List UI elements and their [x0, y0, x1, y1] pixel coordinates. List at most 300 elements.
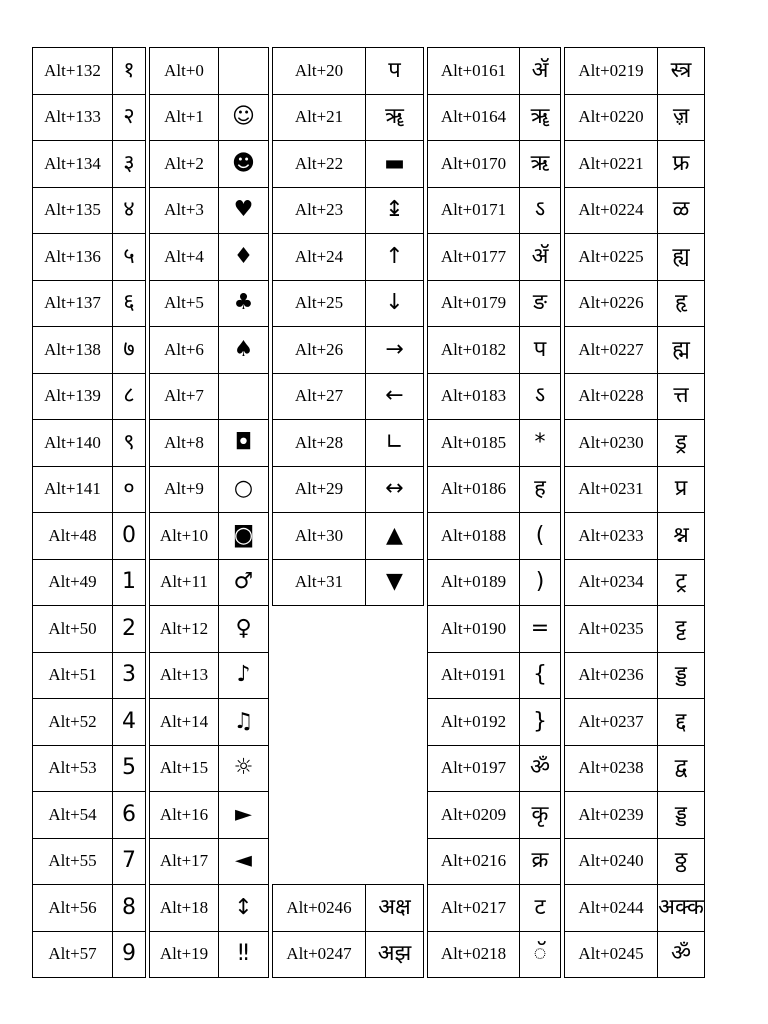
- table-row: [33, 559, 146, 606]
- table-row: [565, 745, 705, 792]
- table-row: [273, 420, 424, 467]
- table-row: [565, 280, 705, 327]
- alt-code-cell: Alt+0235: [565, 606, 658, 653]
- alt-code-cell: Alt+0236: [565, 652, 658, 699]
- symbol-glyph: ६: [123, 290, 135, 316]
- table-row: [150, 513, 269, 560]
- table-row: [33, 420, 146, 467]
- symbol-glyph: प्र: [674, 476, 688, 502]
- symbol-cell: [219, 187, 269, 234]
- table-row: [565, 931, 705, 978]
- symbol-glyph: *: [534, 429, 546, 455]
- table-row: [273, 327, 424, 374]
- table-row: [150, 931, 269, 978]
- alt-code-cell: Alt+134: [33, 141, 113, 188]
- symbol-cell: [113, 94, 146, 141]
- table-row: [33, 234, 146, 281]
- table-row: [150, 373, 269, 420]
- table-row: [33, 792, 146, 839]
- table-row: [428, 931, 561, 978]
- symbol-cell: [113, 48, 146, 95]
- alt-code-cell: Alt+135: [33, 187, 113, 234]
- table-row: [273, 559, 424, 606]
- symbol-cell: [219, 559, 269, 606]
- symbol-glyph: ○: [233, 476, 254, 502]
- symbol-cell: [658, 699, 705, 746]
- alt-code-cell: Alt+0182: [428, 327, 520, 374]
- alt-code-cell: Alt+0240: [565, 838, 658, 885]
- symbol-cell: [658, 48, 705, 95]
- alt-code-cell: Alt+0218: [428, 931, 520, 978]
- table-row: [150, 48, 269, 95]
- symbol-glyph: अक्क: [658, 894, 704, 920]
- symbol-glyph: अझ: [377, 941, 412, 967]
- alt-code-cell: Alt+0190: [428, 606, 520, 653]
- alt-codes-table-6: [564, 47, 705, 978]
- symbol-cell: [520, 792, 561, 839]
- symbol-glyph: ऽ: [534, 383, 546, 409]
- symbol-cell: [520, 652, 561, 699]
- symbol-cell: [219, 885, 269, 932]
- symbol-glyph: ): [535, 569, 545, 595]
- table-row: [33, 94, 146, 141]
- alt-code-cell: Alt+137: [33, 280, 113, 327]
- symbol-cell: [113, 513, 146, 560]
- symbol-cell: [219, 373, 269, 420]
- symbol-glyph: ऋ: [530, 150, 550, 176]
- alt-code-cell: Alt+0185: [428, 420, 520, 467]
- symbol-cell: [658, 141, 705, 188]
- table-body: [273, 48, 424, 606]
- alt-code-cell: Alt+17: [150, 838, 219, 885]
- table-row: [428, 838, 561, 885]
- symbol-cell: [113, 234, 146, 281]
- symbol-glyph: 1: [122, 569, 136, 595]
- symbol-glyph: ड्ड: [675, 801, 687, 827]
- table-row: [428, 885, 561, 932]
- symbol-glyph: 0: [122, 522, 136, 548]
- table-body: [33, 48, 146, 978]
- alt-code-cell: Alt+0228: [565, 373, 658, 420]
- alt-code-cell: Alt+29: [273, 466, 366, 513]
- alt-code-cell: Alt+22: [273, 141, 366, 188]
- alt-code-cell: Alt+15: [150, 745, 219, 792]
- symbol-glyph: फ्र: [672, 150, 690, 176]
- symbol-cell: [658, 234, 705, 281]
- symbol-glyph: ॹ: [672, 104, 690, 130]
- symbol-glyph: ह्य: [672, 243, 690, 269]
- symbol-glyph: १: [123, 57, 135, 83]
- symbol-cell: [219, 652, 269, 699]
- symbol-glyph: अक्ष: [378, 894, 411, 920]
- table-row: [150, 699, 269, 746]
- symbol-cell: [219, 420, 269, 467]
- symbol-glyph: →: [385, 336, 404, 362]
- symbol-glyph: हृ: [674, 290, 688, 316]
- symbol-glyph: ॲ: [531, 243, 549, 269]
- alt-code-cell: Alt+141: [33, 466, 113, 513]
- table-row: [273, 466, 424, 513]
- symbol-glyph: ह्म: [672, 336, 690, 362]
- table-row: [150, 327, 269, 374]
- alt-code-cell: Alt+5: [150, 280, 219, 327]
- symbol-cell: [113, 559, 146, 606]
- symbol-glyph: ►: [235, 801, 252, 827]
- alt-code-cell: Alt+0227: [565, 327, 658, 374]
- table-row: [565, 513, 705, 560]
- symbol-glyph: ↕: [234, 894, 253, 920]
- symbol-cell: [366, 373, 424, 420]
- symbol-cell: [219, 327, 269, 374]
- symbol-cell: [366, 931, 424, 978]
- symbol-cell: [113, 606, 146, 653]
- symbol-glyph: ♂: [233, 569, 254, 595]
- alt-code-cell: Alt+0186: [428, 466, 520, 513]
- symbol-glyph: ▲: [386, 522, 403, 548]
- alt-code-cell: Alt+18: [150, 885, 219, 932]
- table-row: [150, 559, 269, 606]
- symbol-glyph: ☻: [232, 150, 255, 176]
- table-row: [273, 141, 424, 188]
- alt-code-cell: Alt+0230: [565, 420, 658, 467]
- symbol-cell: [219, 606, 269, 653]
- symbol-cell: [219, 48, 269, 95]
- symbol-cell: [658, 327, 705, 374]
- symbol-cell: [658, 792, 705, 839]
- symbol-cell: [658, 513, 705, 560]
- symbol-cell: [113, 885, 146, 932]
- alt-code-cell: Alt+52: [33, 699, 113, 746]
- alt-codes-table-1: [32, 47, 146, 978]
- table-row: [428, 699, 561, 746]
- symbol-glyph: ♠: [233, 336, 254, 362]
- symbol-glyph: 3: [122, 662, 136, 688]
- symbol-glyph: =: [530, 615, 550, 641]
- symbol-glyph: ४: [123, 197, 135, 223]
- symbol-cell: [366, 280, 424, 327]
- alt-code-cell: Alt+21: [273, 94, 366, 141]
- symbol-glyph: 6: [122, 801, 136, 827]
- symbol-glyph: ♣: [233, 290, 254, 316]
- table-row: [33, 187, 146, 234]
- symbol-cell: [219, 280, 269, 327]
- symbol-glyph: }: [533, 708, 547, 734]
- alt-code-cell: Alt+0216: [428, 838, 520, 885]
- symbol-cell: [658, 559, 705, 606]
- symbol-glyph: ठ्ठ: [674, 848, 688, 874]
- symbol-glyph: ड्ड: [675, 662, 687, 688]
- alt-code-cell: Alt+4: [150, 234, 219, 281]
- table-row: [273, 373, 424, 420]
- symbol-glyph: {: [533, 662, 547, 688]
- symbol-cell: [219, 466, 269, 513]
- symbol-glyph: 2: [122, 615, 136, 641]
- table-row: [33, 280, 146, 327]
- table-row: [273, 94, 424, 141]
- alt-code-cell: Alt+16: [150, 792, 219, 839]
- symbol-cell: [113, 141, 146, 188]
- table-row: [150, 141, 269, 188]
- symbol-cell: [520, 141, 561, 188]
- symbol-cell: [366, 327, 424, 374]
- symbol-cell: [113, 792, 146, 839]
- symbol-glyph: ☼: [233, 755, 254, 781]
- symbol-cell: [113, 699, 146, 746]
- alt-code-cell: Alt+0220: [565, 94, 658, 141]
- symbol-cell: [113, 652, 146, 699]
- symbol-cell: [658, 838, 705, 885]
- symbol-cell: [658, 745, 705, 792]
- symbol-glyph: ङ: [532, 290, 547, 316]
- symbol-cell: [658, 373, 705, 420]
- symbol-cell: [113, 327, 146, 374]
- symbol-cell: [366, 513, 424, 560]
- alt-code-cell: Alt+0245: [565, 931, 658, 978]
- table-row: [150, 652, 269, 699]
- alt-code-cell: Alt+0179: [428, 280, 520, 327]
- alt-code-cell: Alt+0244: [565, 885, 658, 932]
- symbol-cell: [520, 327, 561, 374]
- table-row: [150, 466, 269, 513]
- symbol-cell: [219, 699, 269, 746]
- table-row: [428, 420, 561, 467]
- alt-code-cell: Alt+0221: [565, 141, 658, 188]
- table-row: [273, 885, 424, 932]
- symbol-cell: [219, 931, 269, 978]
- symbol-glyph: ड्र: [675, 429, 687, 455]
- alt-code-cell: Alt+55: [33, 838, 113, 885]
- symbol-cell: [113, 745, 146, 792]
- table-row: [428, 187, 561, 234]
- alt-code-cell: Alt+0: [150, 48, 219, 95]
- alt-code-cell: Alt+138: [33, 327, 113, 374]
- alt-code-cell: Alt+31: [273, 559, 366, 606]
- table-row: [150, 606, 269, 653]
- alt-code-cell: Alt+14: [150, 699, 219, 746]
- symbol-glyph: प: [533, 336, 547, 362]
- symbol-cell: [366, 466, 424, 513]
- alt-codes-table-4: [272, 884, 424, 978]
- symbol-glyph: (: [535, 522, 545, 548]
- alt-code-cell: Alt+0170: [428, 141, 520, 188]
- symbol-glyph: ॠ: [385, 104, 404, 130]
- table-row: [565, 373, 705, 420]
- alt-code-cell: Alt+0197: [428, 745, 520, 792]
- symbol-cell: [113, 838, 146, 885]
- table-row: [273, 48, 424, 95]
- table-row: [150, 420, 269, 467]
- symbol-glyph: ▼: [386, 569, 403, 595]
- alt-code-cell: Alt+6: [150, 327, 219, 374]
- alt-code-cell: Alt+0238: [565, 745, 658, 792]
- table-row: [150, 234, 269, 281]
- table-row: [150, 838, 269, 885]
- symbol-glyph: 8: [122, 894, 136, 920]
- symbol-cell: [219, 141, 269, 188]
- symbol-glyph: ७: [123, 336, 135, 362]
- symbol-cell: [520, 606, 561, 653]
- alt-code-cell: Alt+0233: [565, 513, 658, 560]
- alt-code-cell: Alt+8: [150, 420, 219, 467]
- symbol-cell: [520, 513, 561, 560]
- table-row: [565, 792, 705, 839]
- table-row: [33, 885, 146, 932]
- table-row: [428, 234, 561, 281]
- alt-code-cell: Alt+51: [33, 652, 113, 699]
- table-row: [565, 466, 705, 513]
- symbol-glyph: ट: [534, 894, 546, 920]
- alt-code-cell: Alt+0192: [428, 699, 520, 746]
- alt-code-cell: Alt+49: [33, 559, 113, 606]
- table-row: [273, 187, 424, 234]
- symbol-glyph: ॲ: [531, 57, 549, 83]
- table-body: [273, 885, 424, 978]
- symbol-glyph: ☺: [232, 104, 255, 130]
- symbol-cell: [520, 234, 561, 281]
- alt-code-cell: Alt+9: [150, 466, 219, 513]
- symbol-glyph: ३: [123, 150, 135, 176]
- table-row: [428, 606, 561, 653]
- symbol-cell: [520, 931, 561, 978]
- symbol-glyph: ९: [123, 429, 135, 455]
- symbol-cell: [520, 48, 561, 95]
- alt-code-cell: Alt+0224: [565, 187, 658, 234]
- symbol-cell: [520, 420, 561, 467]
- symbol-glyph: द्द: [675, 708, 687, 734]
- alt-code-cell: Alt+11: [150, 559, 219, 606]
- table-row: [565, 606, 705, 653]
- table-body: [150, 48, 269, 978]
- symbol-glyph: २: [123, 104, 135, 130]
- alt-code-cell: Alt+133: [33, 94, 113, 141]
- table-row: [33, 466, 146, 513]
- symbol-glyph: ॐ: [670, 941, 692, 967]
- alt-code-cell: Alt+0237: [565, 699, 658, 746]
- alt-code-cell: Alt+26: [273, 327, 366, 374]
- table-row: [428, 559, 561, 606]
- table-row: [565, 48, 705, 95]
- table-row: [565, 141, 705, 188]
- table-row: [150, 792, 269, 839]
- alt-code-cell: Alt+0209: [428, 792, 520, 839]
- table-row: [565, 234, 705, 281]
- symbol-cell: [520, 280, 561, 327]
- table-row: [428, 327, 561, 374]
- symbol-cell: [658, 280, 705, 327]
- alt-code-cell: Alt+2: [150, 141, 219, 188]
- table-row: [565, 838, 705, 885]
- table-row: [428, 745, 561, 792]
- symbol-cell: [366, 48, 424, 95]
- table-row: [33, 745, 146, 792]
- alt-code-cell: Alt+132: [33, 48, 113, 95]
- alt-code-cell: Alt+1: [150, 94, 219, 141]
- symbol-cell: [219, 513, 269, 560]
- symbol-cell: [366, 187, 424, 234]
- table-row: [565, 327, 705, 374]
- symbol-glyph: ◙: [232, 522, 255, 548]
- symbol-cell: [219, 838, 269, 885]
- table-row: [565, 94, 705, 141]
- symbol-glyph: ∟: [385, 429, 404, 455]
- table-row: [33, 931, 146, 978]
- symbol-glyph: ◘: [234, 429, 253, 455]
- table-row: [33, 513, 146, 560]
- symbol-glyph: क्र: [531, 848, 549, 874]
- alt-code-cell: Alt+139: [33, 373, 113, 420]
- symbol-cell: [520, 373, 561, 420]
- symbol-cell: [366, 141, 424, 188]
- alt-code-cell: Alt+23: [273, 187, 366, 234]
- symbol-glyph: ट्र: [675, 569, 687, 595]
- alt-code-cell: Alt+30: [273, 513, 366, 560]
- table-row: [428, 513, 561, 560]
- table-row: [33, 141, 146, 188]
- symbol-cell: [520, 559, 561, 606]
- table-row: [33, 838, 146, 885]
- symbol-glyph: ↨: [385, 197, 404, 223]
- alt-code-cell: Alt+20: [273, 48, 366, 95]
- table-row: [273, 234, 424, 281]
- table-row: [428, 792, 561, 839]
- alt-code-cell: Alt+50: [33, 606, 113, 653]
- symbol-cell: [113, 931, 146, 978]
- table-row: [150, 745, 269, 792]
- table-body: [428, 48, 561, 978]
- alt-code-cell: Alt+0219: [565, 48, 658, 95]
- alt-code-cell: Alt+0225: [565, 234, 658, 281]
- symbol-cell: [113, 466, 146, 513]
- symbol-cell: [366, 559, 424, 606]
- table-row: [565, 885, 705, 932]
- alt-code-cell: Alt+3: [150, 187, 219, 234]
- symbol-glyph: ट्ट: [675, 615, 687, 641]
- symbol-glyph: ♪: [236, 662, 251, 688]
- symbol-glyph: 7: [122, 848, 136, 874]
- alt-code-cell: Alt+0226: [565, 280, 658, 327]
- table-row: [33, 606, 146, 653]
- symbol-cell: [219, 94, 269, 141]
- table-row: [150, 187, 269, 234]
- alt-code-cell: Alt+0161: [428, 48, 520, 95]
- symbol-cell: [366, 420, 424, 467]
- symbol-glyph: 5: [122, 755, 136, 781]
- symbol-cell: [113, 280, 146, 327]
- alt-code-cell: Alt+56: [33, 885, 113, 932]
- table-row: [428, 466, 561, 513]
- alt-code-cell: Alt+57: [33, 931, 113, 978]
- symbol-cell: [520, 838, 561, 885]
- table-row: [33, 48, 146, 95]
- symbol-cell: [219, 792, 269, 839]
- symbol-cell: [658, 466, 705, 513]
- alt-code-cell: Alt+0171: [428, 187, 520, 234]
- alt-code-cell: Alt+0217: [428, 885, 520, 932]
- table-row: [33, 373, 146, 420]
- alt-code-cell: Alt+10: [150, 513, 219, 560]
- symbol-glyph: ॅ: [533, 941, 547, 967]
- table-row: [273, 280, 424, 327]
- alt-code-cell: Alt+0177: [428, 234, 520, 281]
- alt-code-cell: Alt+0183: [428, 373, 520, 420]
- symbol-glyph: ५: [123, 243, 135, 269]
- symbol-cell: [658, 931, 705, 978]
- alt-code-cell: Alt+0191: [428, 652, 520, 699]
- table-row: [428, 652, 561, 699]
- alt-code-cell: Alt+27: [273, 373, 366, 420]
- symbol-glyph: ‼: [238, 941, 249, 967]
- table-row: [428, 94, 561, 141]
